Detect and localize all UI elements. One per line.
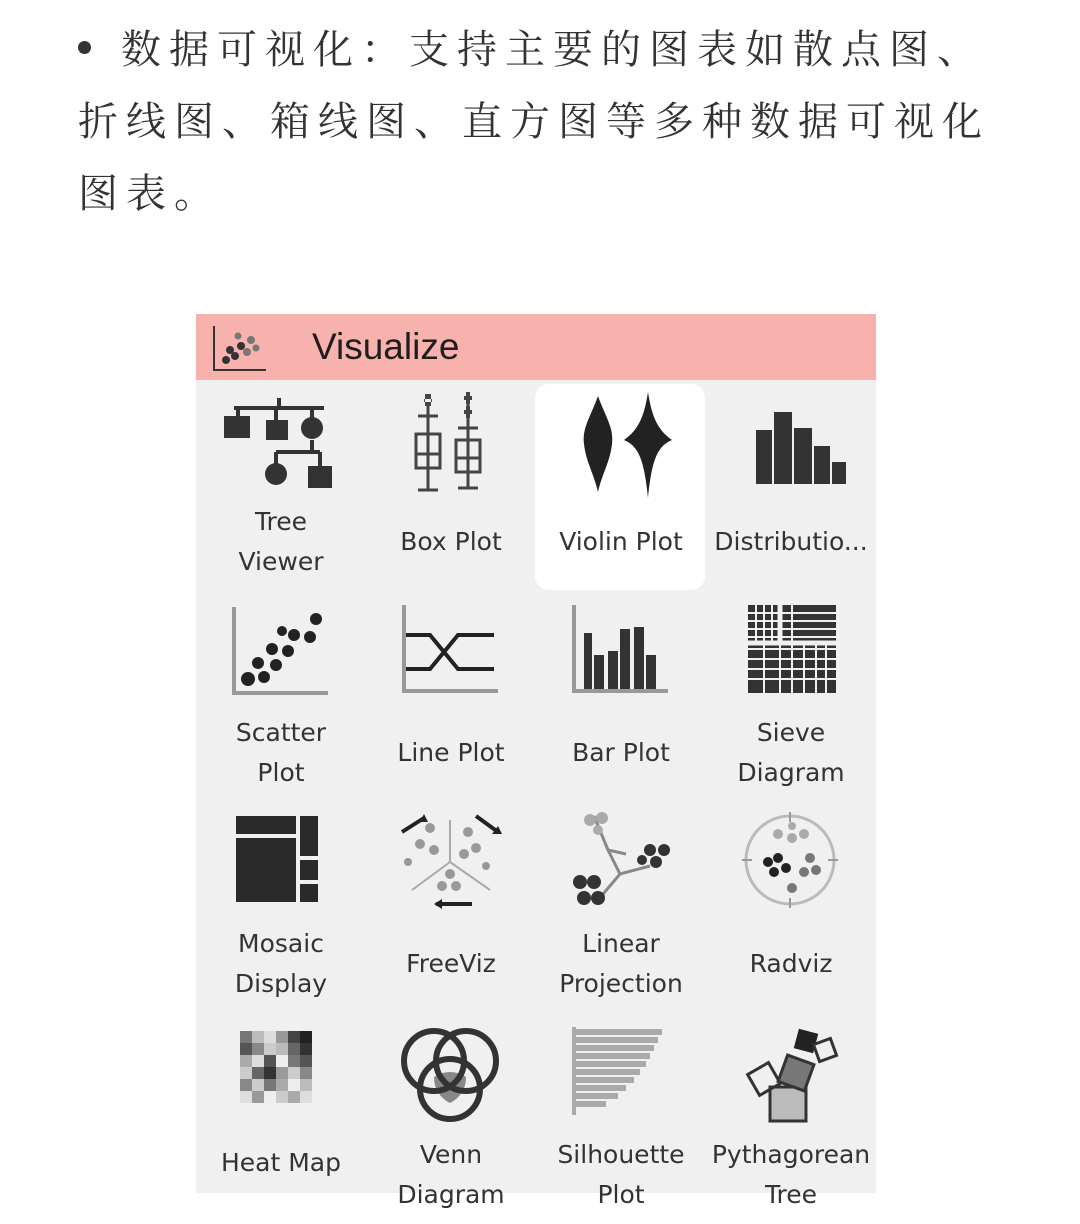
widget-label: Distributio... [714, 527, 868, 556]
pythagorean-tree-icon [734, 1021, 848, 1131]
widget-box-plot[interactable] [366, 380, 536, 591]
widget-label: FreeViz [406, 949, 496, 978]
widget-label: Mosaic Display [234, 929, 328, 998]
widget-sieve-diagram[interactable] [706, 591, 876, 802]
widget-bar-plot[interactable] [536, 591, 706, 802]
widget-freeviz[interactable] [366, 802, 536, 1013]
sieve-diagram-icon [734, 599, 848, 709]
widget-mosaic-display[interactable] [196, 802, 366, 1013]
widget-heat-map[interactable] [196, 1013, 366, 1224]
visualize-panel [196, 314, 876, 1209]
venn-diagram-icon [394, 1021, 508, 1131]
tree-icon [224, 388, 338, 498]
widget-linear-projection[interactable] [536, 802, 706, 1013]
linear-projection-icon [564, 810, 678, 920]
widget-label: Venn Diagram [397, 1140, 505, 1209]
mosaic-display-icon [224, 810, 338, 920]
widget-label: Silhouette Plot [557, 1140, 685, 1209]
visualize-category-icon [210, 322, 270, 374]
widget-tree-viewer[interactable] [196, 380, 366, 591]
silhouette-plot-icon [564, 1021, 678, 1131]
widget-venn-diagram[interactable] [366, 1013, 536, 1224]
widget-label: Violin Plot [559, 527, 683, 556]
widget-line-plot[interactable] [366, 591, 536, 802]
widget-scatter-plot[interactable] [196, 591, 366, 802]
panel-title: Visualize [312, 326, 460, 367]
violin-plot-icon [564, 388, 678, 498]
panel-header[interactable] [196, 314, 876, 380]
widget-label: Bar Plot [572, 738, 670, 767]
article-paragraph [78, 14, 1008, 230]
widget-label: Line Plot [397, 738, 505, 767]
widget-violin-plot[interactable] [536, 380, 706, 591]
widget-distributions[interactable] [706, 380, 876, 591]
widget-label: Box Plot [400, 527, 502, 556]
freeviz-icon [394, 810, 508, 920]
box-plot-icon [394, 388, 508, 498]
bar-plot-icon [564, 599, 678, 709]
widget-label: Linear Projection [559, 929, 683, 998]
widget-silhouette-plot[interactable] [536, 1013, 706, 1224]
bullet-icon [78, 41, 91, 54]
scatter-plot-icon [224, 599, 338, 709]
widget-label: Tree Viewer [238, 507, 324, 576]
widget-pythagorean-tree[interactable] [706, 1013, 876, 1224]
widget-label: Radviz [749, 949, 833, 978]
radviz-icon [734, 810, 848, 920]
widget-label: Pythagorean Tree [711, 1140, 871, 1209]
heat-map-icon [224, 1021, 338, 1131]
widget-label: Heat Map [220, 1148, 341, 1177]
widget-radviz[interactable] [706, 802, 876, 1013]
distributions-icon [734, 388, 848, 498]
widget-label: Sieve Diagram [737, 718, 845, 787]
article-text: 数据可视化：支持主要的图表如散点图、折线图、箱线图、直方图等多种数据可视化图表。 [78, 27, 990, 217]
widget-label: Scatter Plot [235, 718, 327, 787]
line-plot-icon [394, 599, 508, 709]
